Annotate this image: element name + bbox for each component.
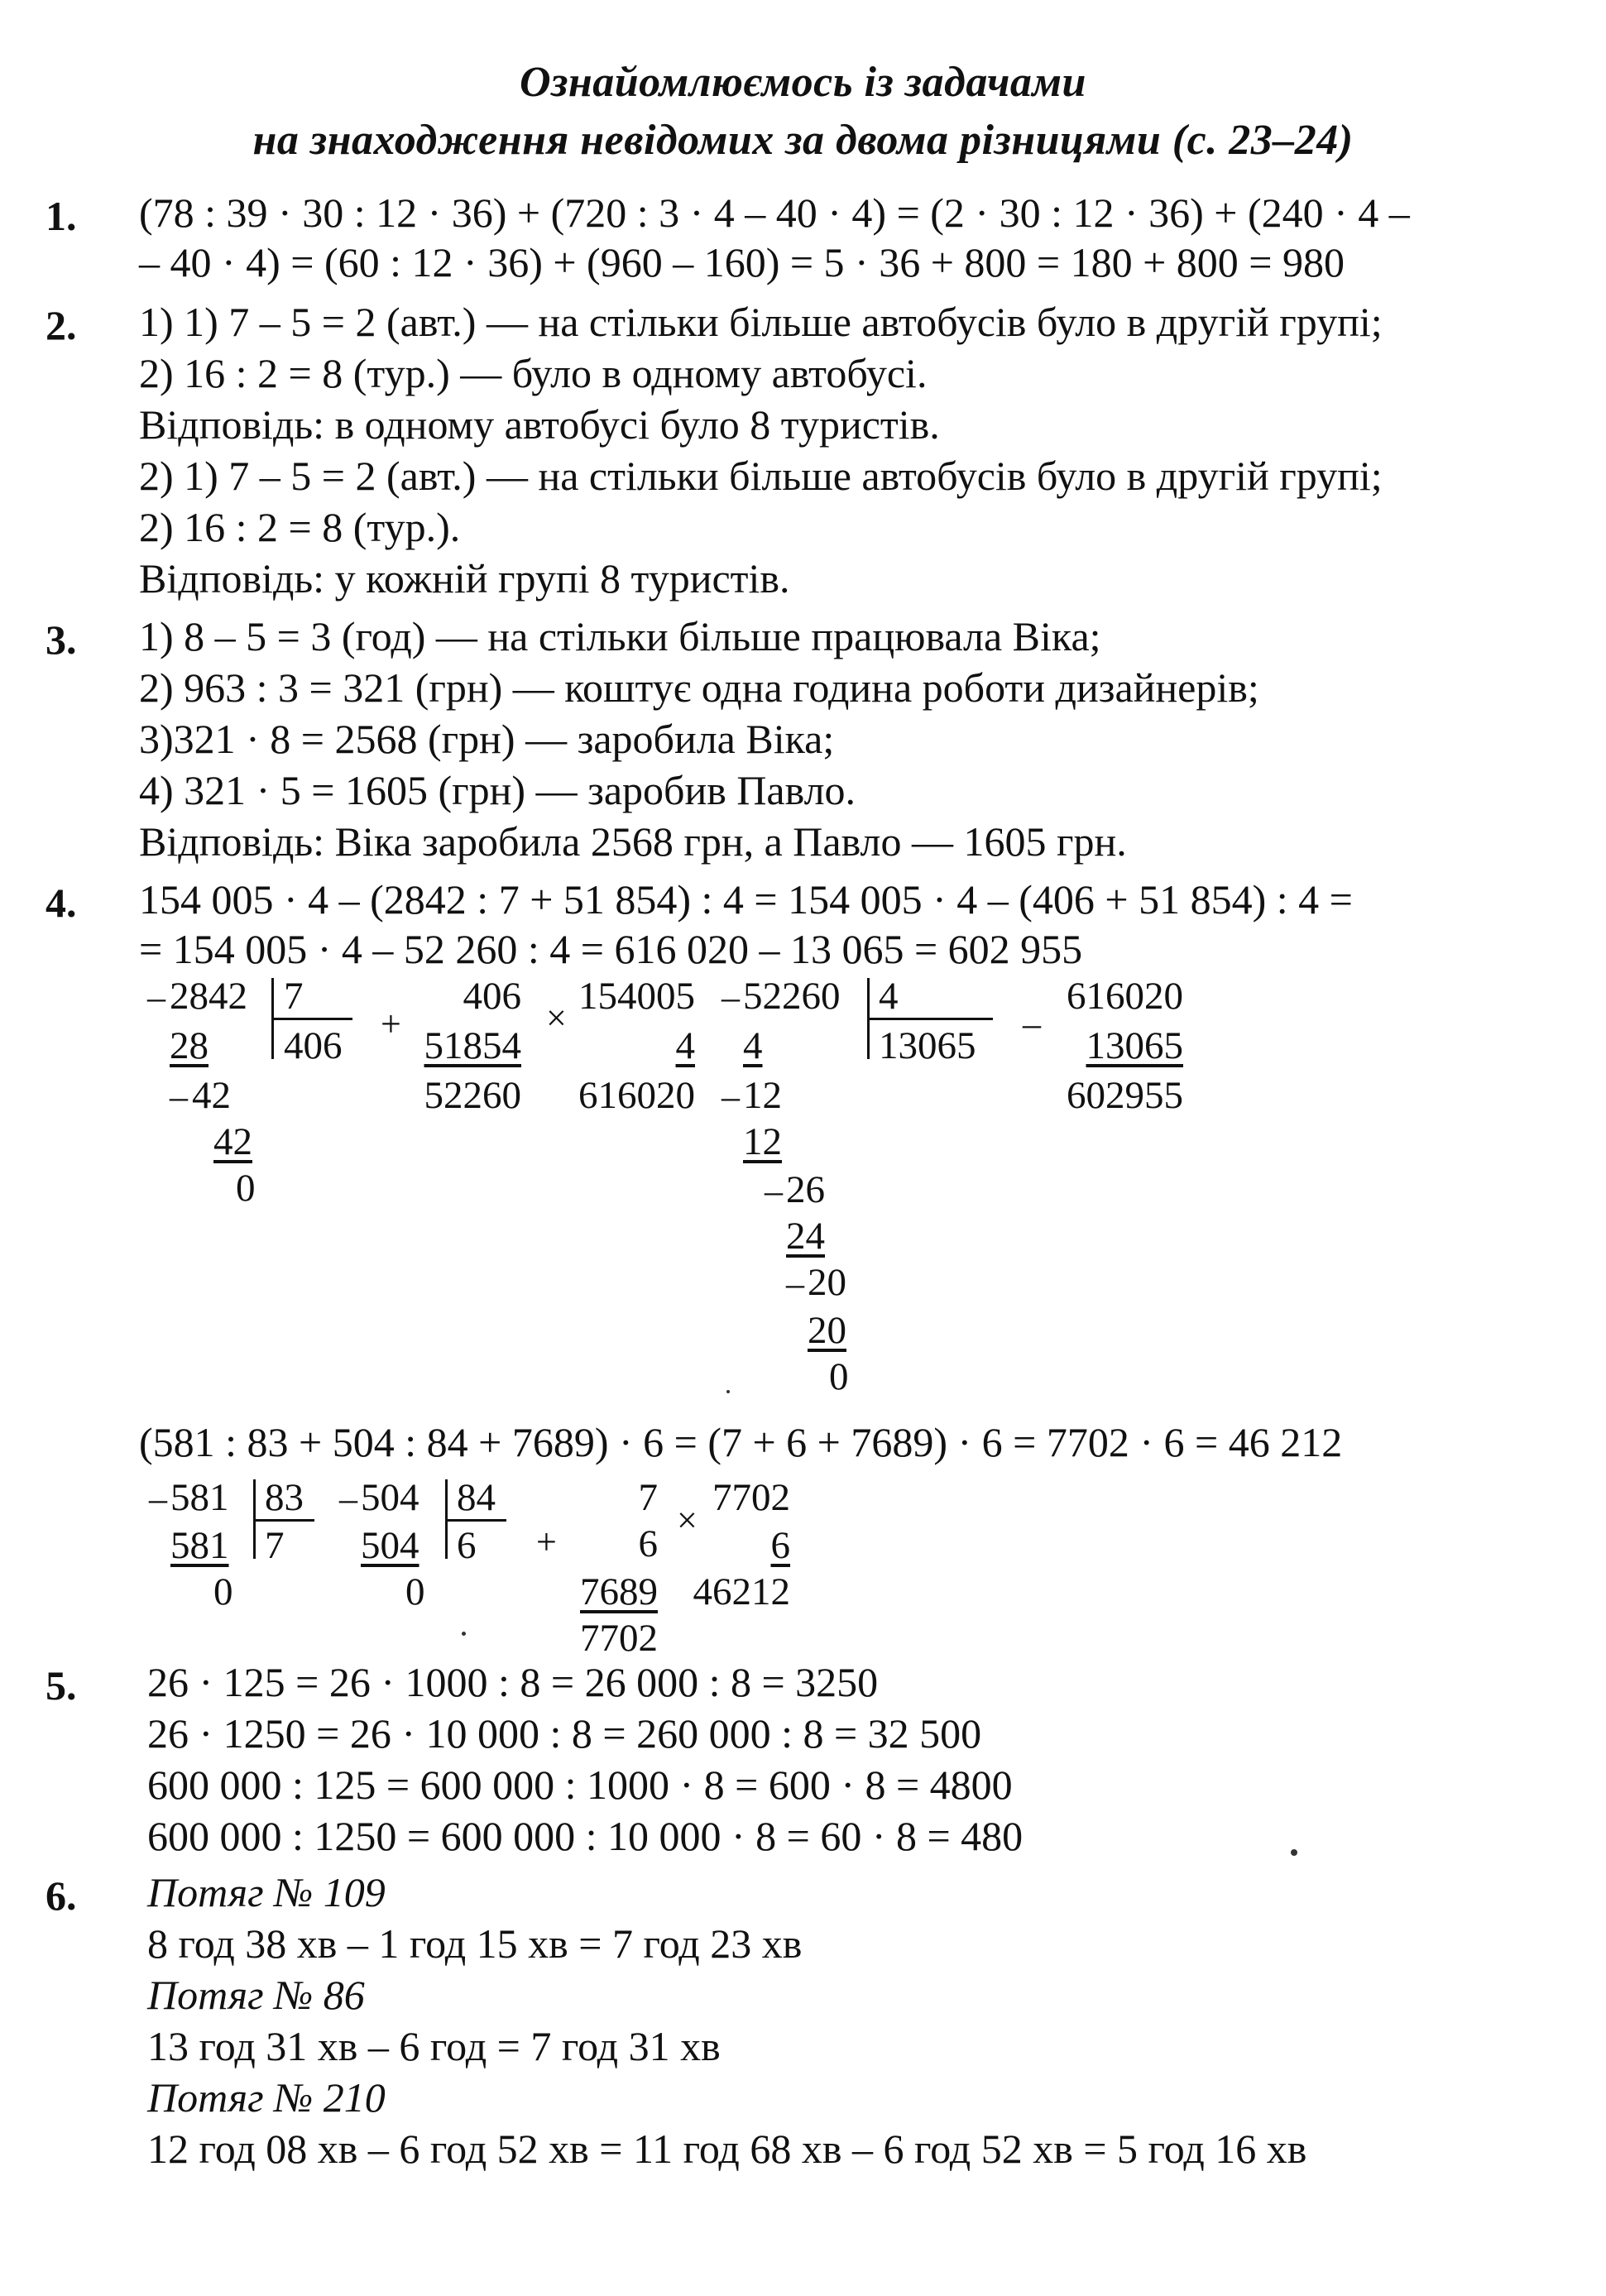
task5-line: 600 000 : 1250 = 600 000 : 10 000 · 8 = 60 · 8 = 480 bbox=[147, 1813, 1024, 1859]
addend: 7689 bbox=[580, 1570, 658, 1613]
division-line bbox=[255, 1519, 314, 1522]
scan-speck bbox=[726, 1390, 730, 1393]
sum: 7702 bbox=[580, 1617, 658, 1660]
minus-sign: – bbox=[170, 1076, 188, 1117]
task1-line: – 40 · 4) = (60 : 12 · 36) + (960 – 160) = 5 · 36 + 800 = 180 + 800 = 980 bbox=[139, 239, 1345, 285]
minus-sign: – bbox=[722, 977, 740, 1018]
task2-line: Відповідь: у кожній групі 8 туристів. bbox=[139, 555, 790, 602]
task5-line: 600 000 : 125 = 600 000 : 1000 · 8 = 600 · 8 = 4800 bbox=[147, 1762, 1013, 1808]
minus-sign: – bbox=[722, 1076, 740, 1117]
times-sign: × bbox=[677, 1500, 698, 1541]
task2-line: 1) 1) 7 – 5 = 2 (авт.) — на стільки більше автобусів було в другій групі; bbox=[139, 299, 1383, 345]
dividend: 504 bbox=[361, 1476, 419, 1519]
task1-line: (78 : 39 · 30 : 12 · 36) + (720 : 3 · 4 – 40 · 4) = (2 · 30 : 12 · 36) + (240 · 4 – bbox=[139, 189, 1410, 236]
divisor: 7 bbox=[284, 975, 304, 1018]
dividend: 2842 bbox=[170, 975, 247, 1018]
division-step: 4 bbox=[743, 1024, 763, 1067]
division-step: 504 bbox=[361, 1524, 419, 1567]
factor: 6 bbox=[770, 1524, 790, 1567]
division-step: 12 bbox=[743, 1074, 782, 1117]
train-heading: Потяг № 86 bbox=[147, 1972, 365, 2018]
division-step: 0 bbox=[405, 1570, 425, 1613]
task2-line: Відповідь: в одному автобусі було 8 туристів. bbox=[139, 401, 940, 448]
factor: 7702 bbox=[712, 1476, 790, 1519]
quotient: 7 bbox=[265, 1524, 285, 1567]
divisor: 83 bbox=[265, 1476, 304, 1519]
minus-sign: – bbox=[147, 977, 165, 1018]
quotient: 6 bbox=[457, 1524, 477, 1567]
times-sign: × bbox=[546, 998, 567, 1038]
dividend: 581 bbox=[170, 1476, 229, 1519]
division-step: 20 bbox=[808, 1309, 846, 1352]
task5-number: 5. bbox=[46, 1662, 77, 1709]
division-step: 0 bbox=[236, 1167, 256, 1210]
task2-line: 2) 16 : 2 = 8 (тур.). bbox=[139, 504, 461, 550]
minus-sign: – bbox=[765, 1171, 783, 1211]
minuend: 616020 bbox=[1067, 975, 1183, 1018]
factor: 154005 bbox=[578, 975, 695, 1018]
task1-number: 1. bbox=[46, 193, 77, 239]
task4-line: (581 : 83 + 504 : 84 + 7689) · 6 = (7 + 6 + 7689) · 6 = 7702 · 6 = 46 212 bbox=[139, 1419, 1343, 1465]
division-step: 20 bbox=[808, 1261, 846, 1304]
task3-line: 4) 321 · 5 = 1605 (грн) — заробив Павло. bbox=[139, 767, 856, 813]
minus-sign: – bbox=[339, 1479, 357, 1519]
dividend: 52260 bbox=[743, 975, 841, 1018]
task3-line: 3)321 · 8 = 2568 (грн) — заробила Віка; bbox=[139, 716, 835, 762]
division-step: 42 bbox=[192, 1074, 231, 1117]
sum: 52260 bbox=[424, 1074, 521, 1117]
division-step: 12 bbox=[743, 1120, 782, 1163]
page-title-line2: на знаходження невідомих за двома різницями (с. 23–24) bbox=[252, 117, 1354, 164]
task2-line: 2) 16 : 2 = 8 (тур.) — було в одному автобусі. bbox=[139, 350, 928, 396]
division-line bbox=[273, 1018, 352, 1020]
division-line bbox=[447, 1519, 506, 1522]
task3-number: 3. bbox=[46, 616, 77, 663]
train-heading: Потяг № 109 bbox=[147, 1869, 386, 1915]
task4-line: 154 005 · 4 – (2842 : 7 + 51 854) : 4 = 154 005 · 4 – (406 + 51 854) : 4 = bbox=[139, 876, 1353, 923]
addend: 406 bbox=[463, 975, 521, 1018]
task5-line: 26 · 1250 = 26 · 10 000 : 8 = 260 000 : 8 = 32 500 bbox=[147, 1710, 982, 1757]
task4-number: 4. bbox=[46, 880, 77, 926]
addend: 51854 bbox=[424, 1024, 521, 1067]
product: 616020 bbox=[578, 1074, 695, 1117]
addend: 6 bbox=[638, 1522, 658, 1565]
task6-line: 8 год 38 хв – 1 год 15 хв = 7 год 23 хв bbox=[147, 1920, 803, 1967]
minus-sign: – bbox=[149, 1479, 167, 1519]
division-step: 26 bbox=[786, 1168, 825, 1211]
task2-line: 2) 1) 7 – 5 = 2 (авт.) — на стільки більше автобусів було в другій групі; bbox=[139, 453, 1383, 499]
difference: 602955 bbox=[1067, 1074, 1183, 1117]
minus-sign: – bbox=[1023, 1004, 1041, 1044]
scan-speck bbox=[1291, 1849, 1297, 1856]
division-step: 0 bbox=[829, 1355, 849, 1398]
task5-line: 26 · 125 = 26 · 1000 : 8 = 26 000 : 8 = 3250 bbox=[147, 1659, 879, 1705]
train-heading: Потяг № 210 bbox=[147, 2074, 386, 2121]
subtrahend: 13065 bbox=[1086, 1024, 1183, 1067]
task3-line: 2) 963 : 3 = 321 (грн) — коштує одна година роботи дизайнерів; bbox=[139, 664, 1259, 711]
division-step: 581 bbox=[170, 1524, 229, 1567]
task4-line: = 154 005 · 4 – 52 260 : 4 = 616 020 – 13 065 = 602 955 bbox=[139, 926, 1083, 972]
task6-line: 12 год 08 хв – 6 год 52 хв = 11 год 68 хв – 6 год 52 хв = 5 год 16 хв bbox=[147, 2126, 1307, 2172]
scan-speck bbox=[462, 1632, 466, 1636]
division-step: 0 bbox=[213, 1570, 233, 1613]
divisor: 84 bbox=[457, 1476, 496, 1519]
task6-number: 6. bbox=[46, 1872, 77, 1919]
quotient: 406 bbox=[284, 1024, 343, 1067]
task3-line: Відповідь: Віка заробила 2568 грн, а Павло — 1605 грн. bbox=[139, 818, 1127, 865]
division-step: 24 bbox=[786, 1215, 825, 1258]
minus-sign: – bbox=[786, 1263, 804, 1304]
quotient: 13065 bbox=[879, 1024, 976, 1067]
plus-sign: + bbox=[381, 1004, 401, 1044]
page-title-line1: Ознайомлюємось із задачами bbox=[520, 59, 1086, 106]
factor: 4 bbox=[675, 1024, 695, 1067]
addend: 7 bbox=[638, 1476, 658, 1519]
divisor: 4 bbox=[879, 975, 899, 1018]
task2-number: 2. bbox=[46, 302, 77, 348]
division-line bbox=[869, 1018, 993, 1020]
division-step: 28 bbox=[170, 1024, 209, 1067]
task3-line: 1) 8 – 5 = 3 (год) — на стільки більше працювала Віка; bbox=[139, 613, 1101, 659]
plus-sign: + bbox=[536, 1522, 557, 1562]
task6-line: 13 год 31 хв – 6 год = 7 год 31 хв bbox=[147, 2023, 721, 2069]
product: 46212 bbox=[693, 1570, 790, 1613]
division-step: 42 bbox=[213, 1120, 252, 1163]
